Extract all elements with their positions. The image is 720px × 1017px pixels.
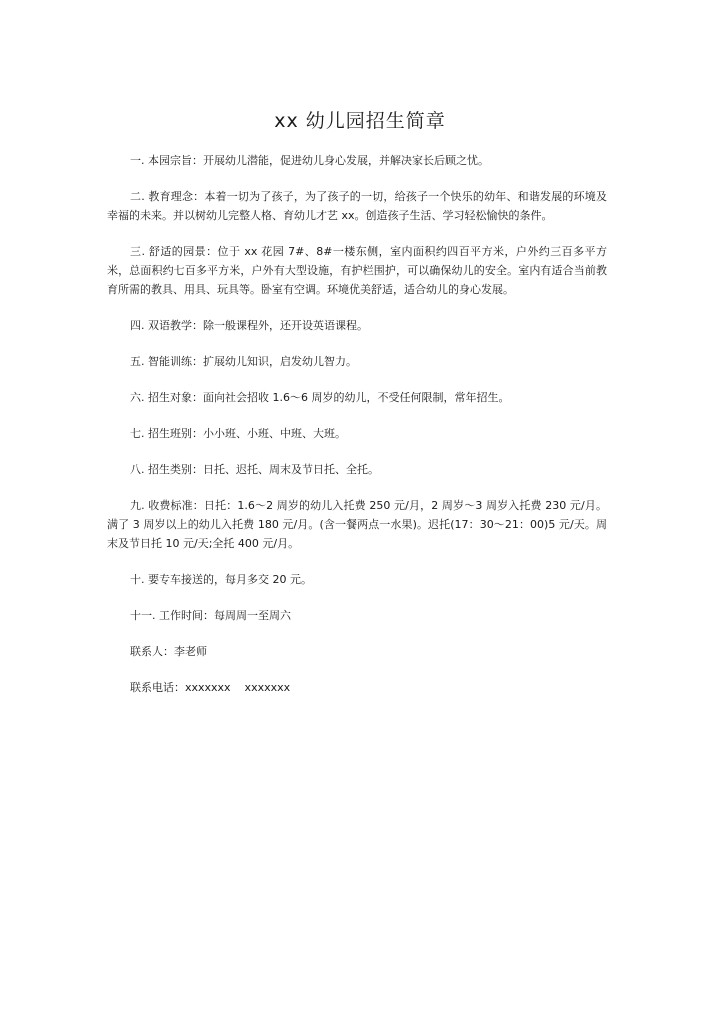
section-environment: 三. 舒适的园景：位于 xx 花园 7#、8#一楼东侧，室内面积约四百平方米，户外约三百多平方米，总面积约七百多平方米，户外有大型设施，有护栏围护，可以确保幼儿的安全。室内有适合当前教育所需的教具、用具、玩具等。卧室有空调。环境优美舒适，适合幼儿的身心发展。 bbox=[107, 245, 607, 296]
contact-phone: 联系电话：xxxxxxx xxxxxxx bbox=[130, 681, 291, 694]
section-hours: 十一. 工作时间：每周周一至周六 bbox=[130, 609, 291, 622]
section-bilingual: 四. 双语教学：除一般课程外，还开设英语课程。 bbox=[130, 319, 368, 332]
section-care-types: 八. 招生类别：日托、迟托、周末及节日托、全托。 bbox=[130, 463, 379, 476]
section-fees: 九. 收费标准：日托：1.6～2 周岁的幼儿入托费 250 元/月，2 周岁～3 周岁入托费 230 元/月。满了 3 周岁以上的幼儿入托费 180 元/月。(含一餐两点一水果)。迟托(17：30～21：00)5 元/天。周末及节日托 10 元/天;全托 400 元/月。 bbox=[107, 499, 607, 550]
section-intelligence: 五. 智能训练：扩展幼儿知识，启发幼儿智力。 bbox=[130, 355, 357, 368]
section-classes: 七. 招生班别：小小班、小班、中班、大班。 bbox=[130, 427, 346, 440]
section-shuttle: 十. 要专车接送的，每月多交 20 元。 bbox=[130, 573, 312, 586]
section-purpose: 一. 本园宗旨：开展幼儿潜能，促进幼儿身心发展，并解决家长后顾之忧。 bbox=[130, 154, 489, 167]
document-title: xx 幼儿园招生简章 bbox=[274, 110, 446, 132]
section-enrollment-target: 六. 招生对象：面向社会招收 1.6～6 周岁的幼儿，不受任何限制，常年招生。 bbox=[130, 391, 510, 404]
section-philosophy: 二. 教育理念：本着一切为了孩子，为了孩子的一切，给孩子一个快乐的幼年、和谐发展的环境及幸福的未来。并以树幼儿完整人格、育幼儿才艺 xx。创造孩子生活、学习轻松愉快的条件。 bbox=[107, 190, 607, 222]
document-body bbox=[107, 151, 607, 714]
contact-person: 联系人：李老师 bbox=[130, 645, 207, 658]
